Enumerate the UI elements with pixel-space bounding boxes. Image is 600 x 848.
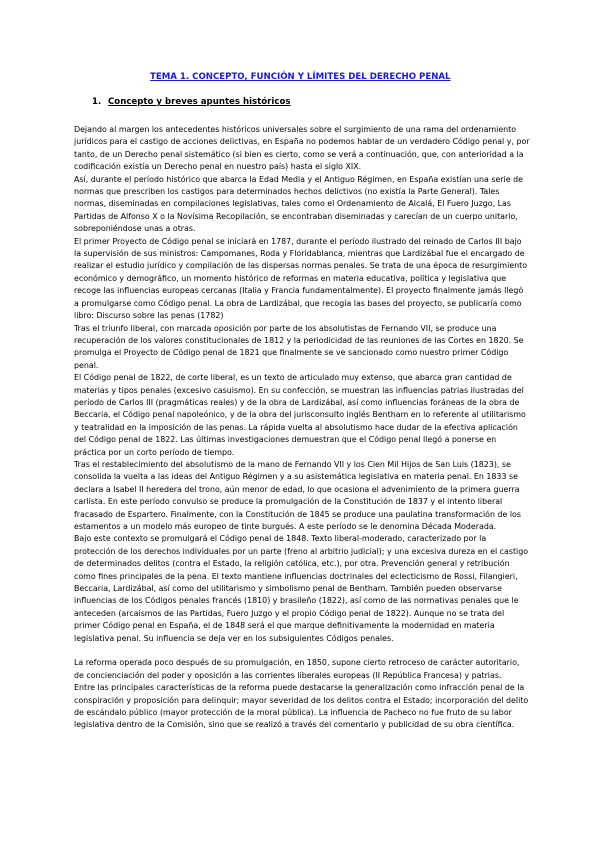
paragraph: Así, durante el período histórico que abarca la Edad Media y el Antiguo Régimen, en España existían una serie de normas que prescriben los castigos para determinados hechos delictivos (no existía la Parte General). Tales normas, diseminadas en compilaciones legislativas, tales como el Ordenamiento de Alcalá, El Fuero Juzgo, Las Partidas de Alfonso X o la Novísima Recopilación, se encontraban diseminadas y carecían de un cuerpo unitario, sobreponiéndose unas a otras. [74, 174, 523, 234]
paragraph: Bajo este contexto se promulgará el Código penal de 1848. Texto liberal-moderado, caracterizado por la protección de los derechos individuales por un parte (freno al arbitrio judicial); y una excesiva dureza en el castigo de determinados delitos (contra el Estado, la religión católica, etc.), por otra. Prevención general y retribución como fines principales de la pena. El texto mantiene influencias doctrinales del eclecticismo de Rossi, Filangieri, Beccaria, Lardizábal, así como del utilitarismo y simbolismo penal de Bentham. También pueden observarse influencias de los Códigos penales francés (1810) y brasileño (1822), así como de las normativas penales que le anteceden (arcaísmos de las Partidas, Fuero Juzgo y el propio Código penal de 1822). Aunque no se trata del primer Código penal en España, el de 1848 será el que marque definitivamente la modernidad en materia legislativa penal. Su influencia se deja ver en los subsiguientes Códigos penales. [74, 534, 529, 643]
paragraph: Tras el triunfo liberal, con marcada oposición por parte de los absolutistas de Fernando VII, se produce una recuperación de los valores constitucionales de 1812 y la periodicidad de las reuniones de las Cortes en 1820. Se promulga el Proyecto de Código penal de 1821 que finalmente se ve sancionado como nuestro primer Código penal. [74, 323, 524, 370]
section-title: Concepto y breves apuntes históricos [108, 97, 291, 107]
paragraph: La reforma operada poco después de su promulgación, en 1850, supone cierto retroceso de carácter autoritario, de concienciación del poder y oposición a las corrientes liberales europeas (II República Francesa) y patrias. [74, 658, 520, 680]
section-heading [92, 97, 290, 107]
paragraph: Tras el restablecimiento del absolutismo de la mano de Fernando VII y los Cien Mil Hijos de San Luis (1823), se consolida la vuelta a las ideas del Antiguo Régimen y a su asistemática legislativa en materia penal. En 1833 se declara a Isabel II heredera del trono, aún menor de edad, lo que ocasiona el advenimiento de la primera guerra carlista. En este período convulso se produce la promulgación de la Constitución de 1837 y el intento liberal fracasado de Espartero. Finalmente, con la Constitución de 1845 se produce una paulatina transformación de los estamentos a un modelo más europeo de tinte burgués. A este período se le denomina Década Moderada. [74, 459, 521, 531]
paragraph: El primer Proyecto de Código penal se iniciará en 1787, durante el período ilustrado del reinado de Carlos III bajo la supervisión de sus ministros: Campomanes, Roda y Floridablanca, mientras que Lardizábal fue el encargado de realizar el estudio jurídico y compilación de las dispersas normas penales. Se trata de una época de resurgimiento económico y demográfico, un momento histórico de reformas en materia educativa, política y legislativa que recoge las influencias europeas cercanas (Italia y Francia fundamentalmente). El proyecto finalmente jamás llegó a promulgarse como Código penal. La obra de Lardizábal, que recogía las bases del proyecto, se publicaría como libro: Discurso sobre las penas (1782) [74, 236, 528, 321]
section-number: 1. [92, 97, 102, 107]
document-title: TEMA 1. CONCEPTO, FUNCIÓN Y LÍMITES DEL DERECHO PENAL [150, 72, 451, 82]
paragraph: Dejando al margen los antecedentes históricos universales sobre el surgimiento de una rama del ordenamiento jurídicos para el castigo de acciones delictivas, en España no podemos hablar de un verdadero Código penal y, por tanto, de un Derecho penal sistemático (si bien es cierto, como se verá a continuación, que, con anterioridad a la codificación existía un Derecho penal en nuestro país) hasta el siglo XIX. [74, 125, 530, 172]
paragraph: El Código penal de 1822, de corte liberal, es un texto de articulado muy extenso, que abarca gran cantidad de materias y tipos penales (excesivo casuismo). En su confección, se muestran las influencias patrias ilustradas del período de Carlos III (pragmáticas reales) y de la obra de Lardizábal, así como influencias foráneas de la obra de Beccaria, el Código penal napoleónico, y de la obra del jurisconsulto inglés Bentham en lo referente al utilitarismo y teatralidad en la imposición de las penas. La rápida vuelta al absolutismo hace dudar de la efectiva aplicación del Código penal de 1822. Las últimas investigaciones demuestran que el Código penal llegó a ponerse en práctica por un corto período de tiempo. [74, 373, 526, 457]
document-body [74, 124, 530, 732]
paragraph: Entre las principales características de la reforma puede destacarse la generalización como infracción penal de la conspiración y proposición para delinquir; mayor severidad de los delitos contra el Estado; incorporación del delito de escándalo público (mayor protección de la moral pública). La influencia de Pacheco no fue fruto de su labor legislativa dentro de la Comisión, sino que se realizó a través del comentario y publicidad de su obra científica. [74, 683, 529, 730]
